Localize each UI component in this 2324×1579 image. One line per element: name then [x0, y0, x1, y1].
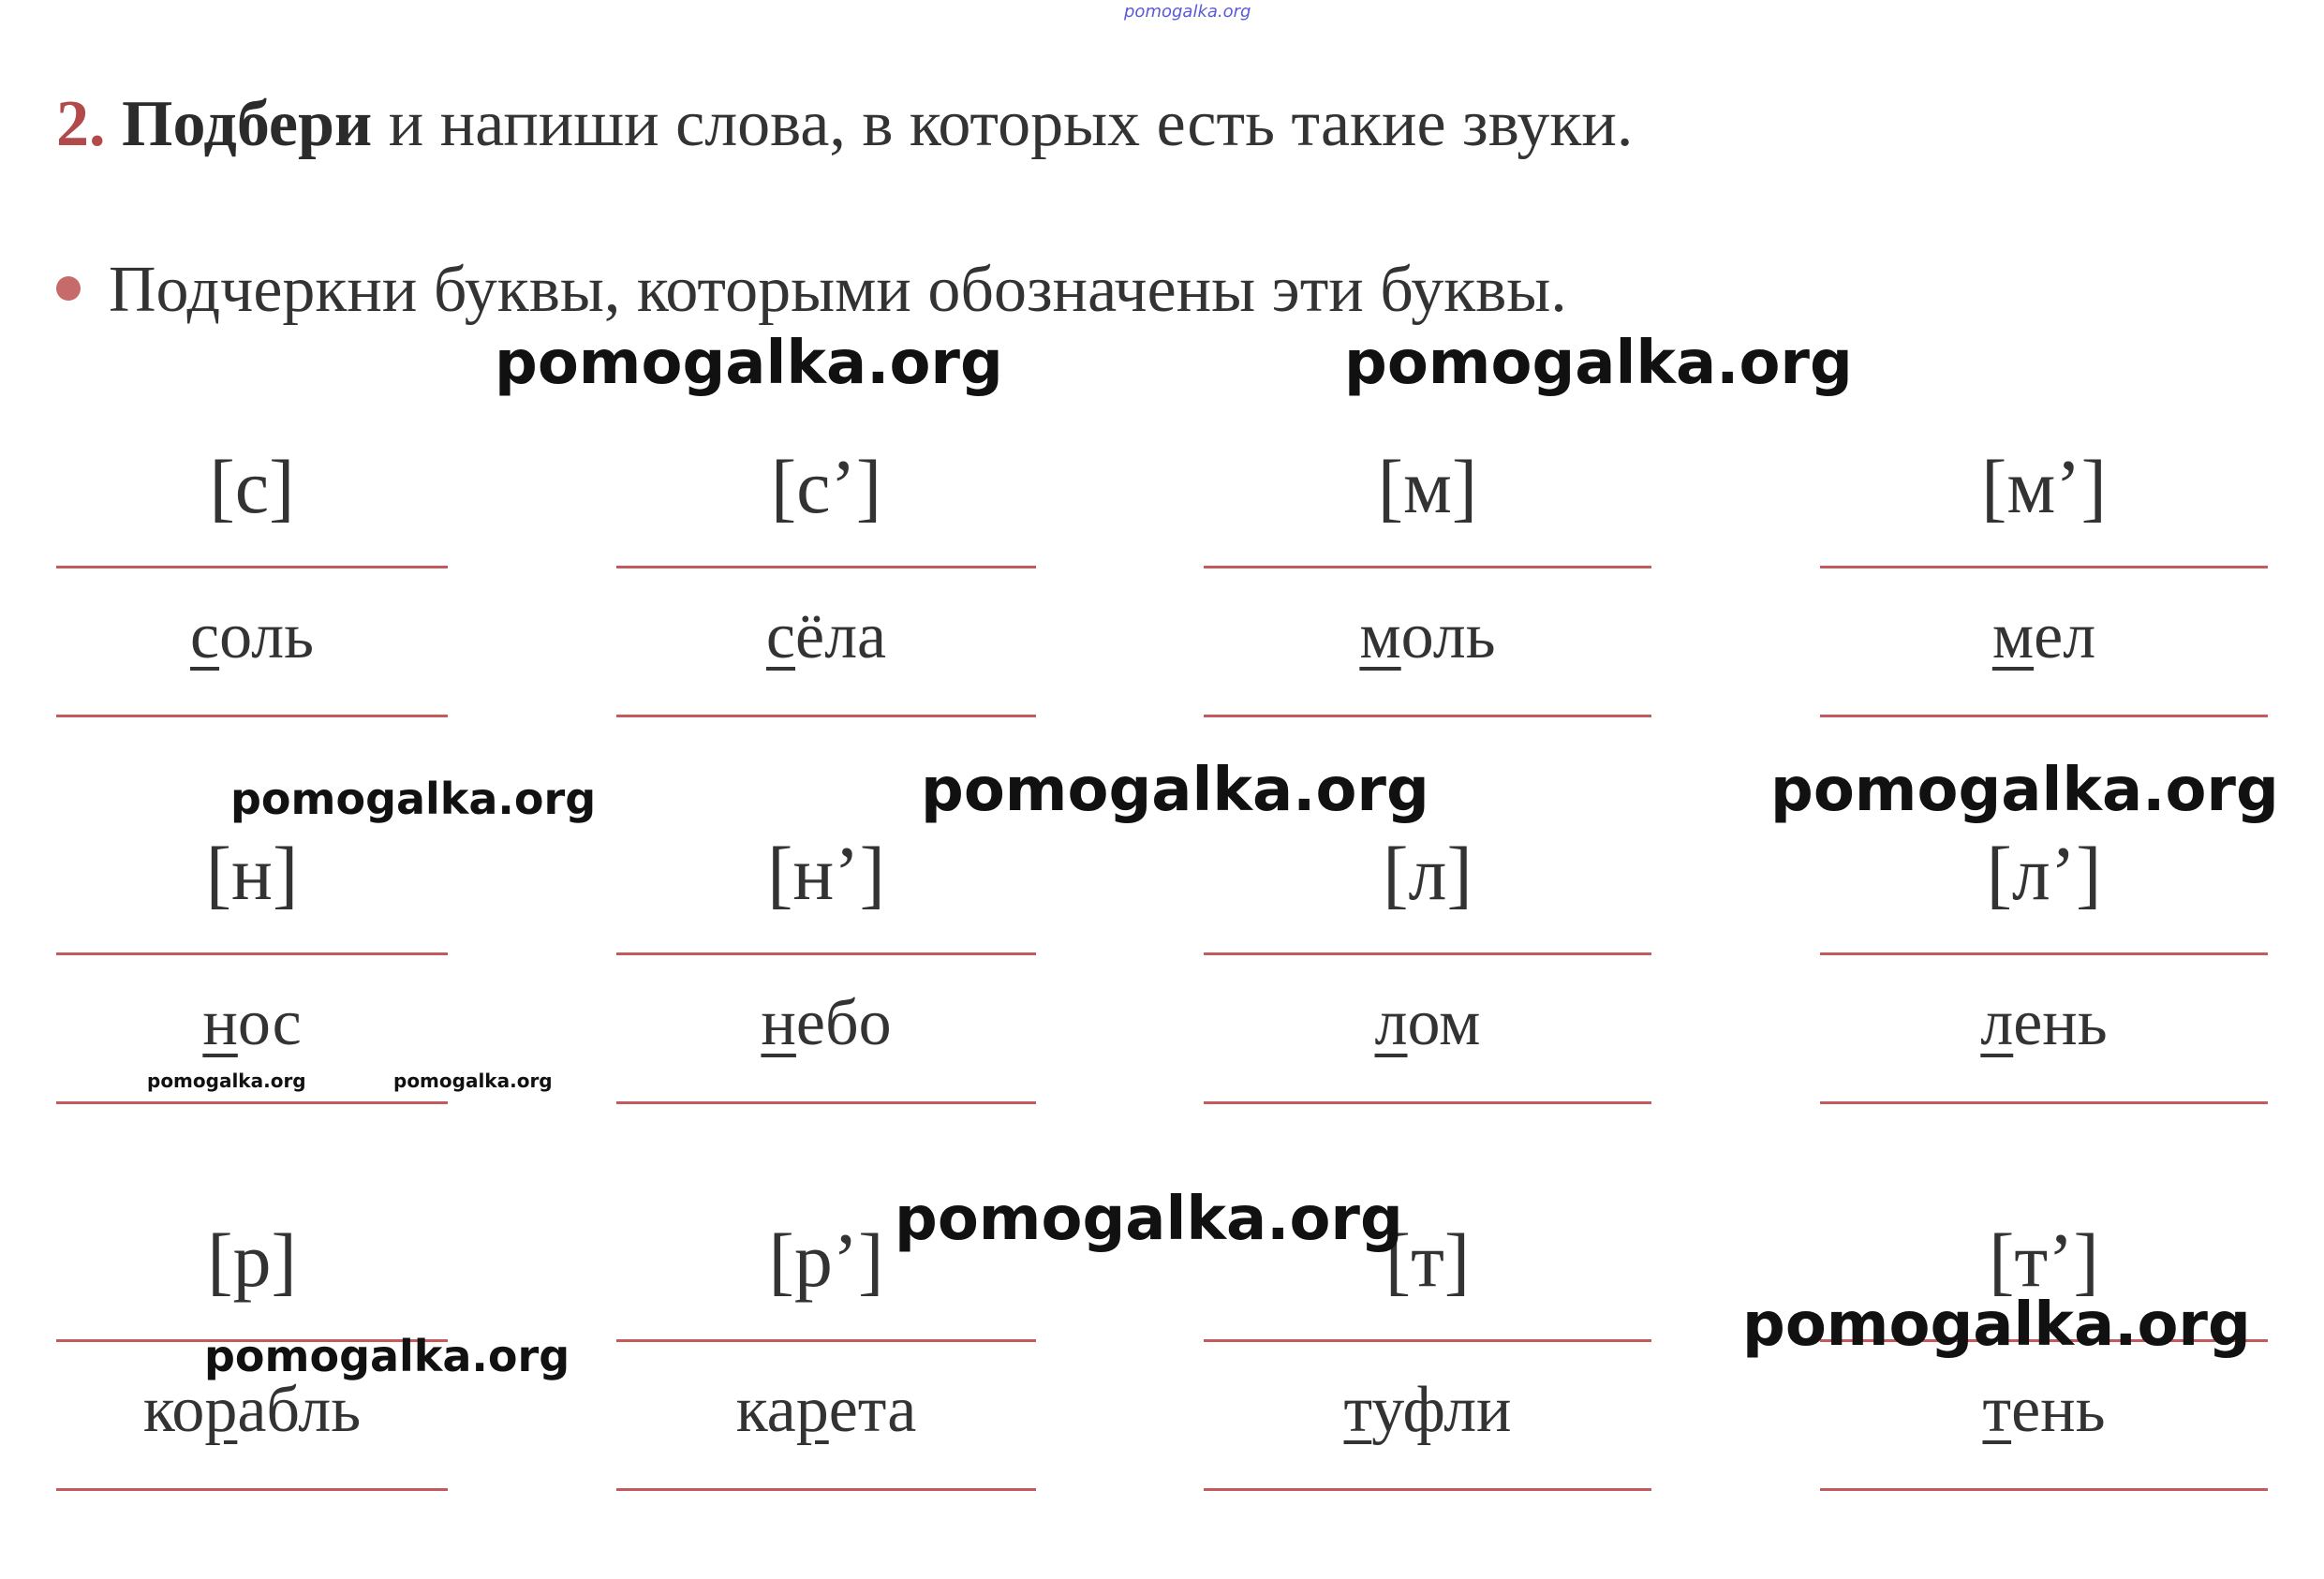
answer-line [616, 1101, 1036, 1104]
answer-line [56, 715, 448, 717]
answer-word: небо [761, 987, 892, 1059]
answer-line [1820, 1101, 2268, 1104]
answer-line [1820, 1488, 2268, 1491]
sound-label: [т] [1384, 1217, 1471, 1303]
answer-word: корабль [142, 1374, 362, 1446]
answer-word: нос [202, 987, 302, 1059]
sound-card [616, 1204, 1036, 1579]
sound-label: [л’] [1986, 831, 2102, 916]
answer-word: карета [735, 1374, 917, 1446]
answer-word: туфли [1343, 1374, 1512, 1446]
watermark: pomogalka.org [895, 1185, 1403, 1254]
answer-word: сёла [765, 600, 887, 672]
answer-word: лень [1980, 987, 2108, 1059]
answer-word: лом [1374, 987, 1481, 1059]
answer-line [56, 566, 448, 568]
watermark: pomogalka.org [147, 1070, 306, 1092]
answer-line [616, 566, 1036, 568]
underlined-letter: н [202, 987, 238, 1059]
answer-line [1204, 1488, 1651, 1491]
sound-label: [с] [209, 444, 295, 529]
underlined-letter: с [189, 600, 220, 672]
sound-card [1820, 431, 2268, 805]
answer-line [56, 952, 448, 955]
sound-label: [н’] [767, 831, 885, 916]
task-number: 2. [56, 88, 106, 160]
sound-label: [т’] [1989, 1217, 2099, 1303]
watermark: pomogalka.org [230, 774, 597, 824]
answer-line [1204, 715, 1651, 717]
answer-line [1204, 1339, 1651, 1342]
subtask [56, 248, 1567, 332]
sound-card [1204, 431, 1651, 805]
underlined-letter: т [1982, 1374, 2012, 1446]
sound-card [616, 431, 1036, 805]
sound-card [616, 818, 1036, 1192]
sound-label: [н] [205, 831, 299, 916]
answer-line [1820, 952, 2268, 955]
answer-line [1204, 1101, 1651, 1104]
subtask-text: Подчеркни буквы, которыми обозначены эти буквы. [109, 254, 1567, 326]
watermark: pomogalka.org [1742, 1291, 2251, 1360]
underlined-letter: м [1359, 600, 1401, 672]
answer-line [1820, 715, 2268, 717]
watermark: pomogalka.org [393, 1070, 553, 1092]
watermark: pomogalka.org [921, 756, 1429, 825]
sound-label: [м] [1377, 444, 1478, 529]
watermark: pomogalka.org [1770, 756, 2279, 825]
task-heading [56, 82, 1633, 167]
answer-line [616, 715, 1036, 717]
answer-line [1204, 952, 1651, 955]
answer-line [616, 1339, 1036, 1342]
sound-card [1820, 1204, 2268, 1579]
sound-card [56, 431, 448, 805]
answer-line [616, 1488, 1036, 1491]
task-text: и напиши слова, в которых есть такие звуки. [372, 88, 1634, 160]
answer-line [56, 1488, 448, 1491]
sound-label: [м’] [1981, 444, 2107, 529]
answer-word: мел [1991, 600, 2096, 672]
answer-line [1820, 566, 2268, 568]
underlined-letter: т [1343, 1374, 1372, 1446]
answer-word: моль [1359, 600, 1496, 672]
answer-word: соль [189, 600, 314, 672]
watermark: pomogalka.org [204, 1331, 570, 1381]
underlined-letter: м [1991, 600, 2035, 672]
underlined-letter: р [795, 1374, 829, 1446]
sound-card [1820, 818, 2268, 1192]
underlined-letter: р [204, 1374, 238, 1446]
answer-line [616, 952, 1036, 955]
underlined-letter: с [765, 600, 795, 672]
watermark: pomogalka.org [1344, 329, 1853, 398]
answer-line [56, 1101, 448, 1104]
sound-card [1204, 818, 1651, 1192]
sound-card [56, 1204, 448, 1579]
sound-label: [р’] [768, 1217, 884, 1303]
answer-word: тень [1982, 1374, 2106, 1446]
sound-card [1204, 1204, 1651, 1579]
sound-label: [л] [1383, 831, 1473, 916]
sound-label: [с’] [770, 444, 882, 529]
task-bold-word: Подбери [122, 88, 373, 160]
header-watermark: pomogalka.org [1124, 2, 1251, 22]
answer-line [1204, 566, 1651, 568]
underlined-letter: л [1374, 987, 1408, 1059]
underlined-letter: л [1980, 987, 2014, 1059]
sound-card [56, 818, 448, 1192]
watermark: pomogalka.org [495, 329, 1003, 398]
sound-label: [р] [207, 1217, 297, 1303]
bullet-icon [56, 276, 81, 301]
underlined-letter: н [761, 987, 796, 1059]
